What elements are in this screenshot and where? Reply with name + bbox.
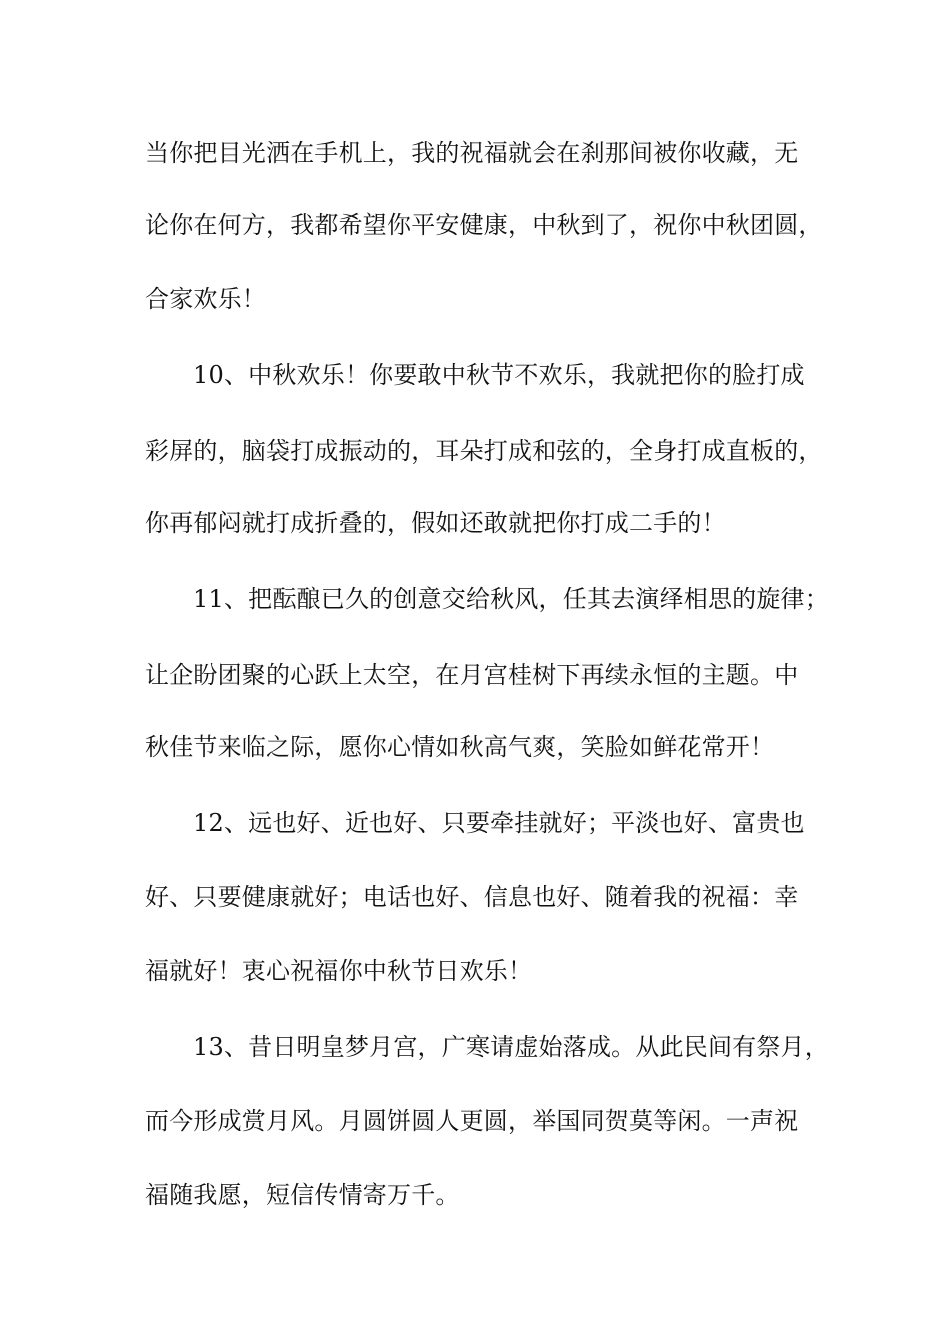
paragraph-1-line-2: 论你在何方，我都希望你平安健康，中秋到了，祝你中秋团圆， — [145, 211, 823, 239]
paragraph-10-line-1: 10、中秋欢乐！你要敢中秋节不欢乐，我就把你的脸打成 — [193, 361, 805, 389]
paragraph-11-line-2: 让企盼团聚的心跃上太空，在月宫桂树下再续永恒的主题。中 — [145, 661, 799, 689]
paragraph-12-line-2: 好、只要健康就好；电话也好、信息也好、随着我的祝福：幸 — [145, 883, 799, 911]
paragraph-11-line-1: 11、把酝酿已久的创意交给秋风，任其去演绎相思的旋律； — [193, 585, 829, 613]
paragraph-10-line-2: 彩屏的，脑袋打成振动的，耳朵打成和弦的，全身打成直板的， — [145, 437, 823, 465]
paragraph-10-line-3: 你再郁闷就打成折叠的，假如还敢就把你打成二手的！ — [145, 509, 726, 537]
paragraph-1-line-3: 合家欢乐！ — [145, 285, 266, 313]
paragraph-13-line-1: 13、昔日明皇梦月宫，广寒请虚始落成。从此民间有祭月， — [193, 1033, 829, 1061]
paragraph-1-line-1: 当你把目光洒在手机上，我的祝福就会在刹那间被你收藏，无 — [145, 139, 799, 167]
paragraph-11-line-3: 秋佳节来临之际，愿你心情如秋高气爽，笑脸如鲜花常开！ — [145, 733, 775, 761]
paragraph-13-line-3: 福随我愿，短信传情寄万千。 — [145, 1181, 460, 1209]
paragraph-12-line-1: 12、远也好、近也好、只要牵挂就好；平淡也好、富贵也 — [193, 809, 805, 837]
paragraph-13-line-2: 而今形成赏月风。月圆饼圆人更圆，举国同贺莫等闲。一声祝 — [145, 1107, 799, 1135]
paragraph-12-line-3: 福就好！衷心祝福你中秋节日欢乐！ — [145, 957, 533, 985]
